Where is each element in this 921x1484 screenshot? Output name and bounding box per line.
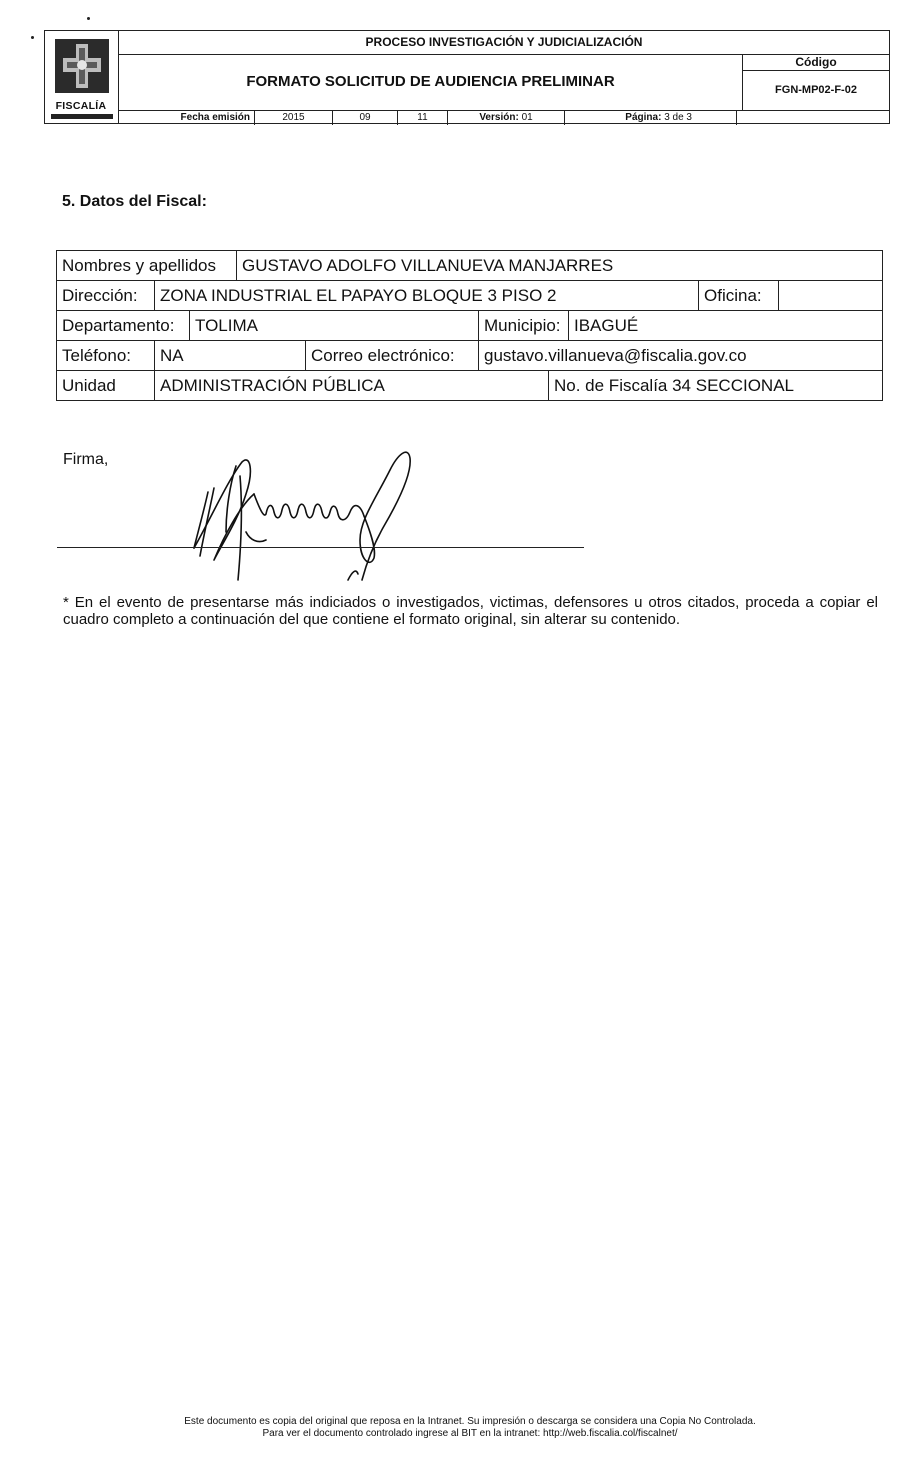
municipio-label: Municipio: — [479, 311, 569, 340]
document-header — [44, 30, 890, 124]
fiscalia-number: No. de Fiscalía 34 SECCIONAL — [554, 376, 794, 395]
fecha-day: 11 — [398, 111, 448, 125]
codigo-label: Código — [743, 54, 889, 71]
version-value: 01 — [521, 112, 533, 123]
unidad-value: ADMINISTRACIÓN PÚBLICA — [155, 371, 549, 400]
direccion-value: ZONA INDUSTRIAL EL PAPAYO BLOQUE 3 PISO 2 — [155, 281, 699, 310]
table-row — [57, 341, 882, 371]
correo-value: gustavo.villanueva@fiscalia.gov.co — [484, 346, 747, 365]
scan-dot — [87, 17, 90, 20]
logo-cell — [45, 31, 119, 123]
telefono-value: NA — [155, 341, 306, 370]
fecha-label: Fecha emisión — [119, 111, 255, 125]
unidad-label: Unidad — [57, 371, 155, 400]
signature-line — [57, 547, 584, 548]
form-title: FORMATO SOLICITUD DE AUDIENCIA PRELIMINAR — [119, 54, 743, 110]
table-row — [57, 311, 882, 341]
process-title: PROCESO INVESTIGACIÓN Y JUDICIALIZACIÓN — [119, 31, 889, 55]
codigo-value: FGN-MP02-F-02 — [775, 84, 857, 96]
table-row — [57, 371, 882, 401]
firma-label: Firma, — [63, 451, 109, 468]
footer-line-1: Este documento es copia del original que reposa en la Intranet. Su impresión o descarga se considera una Copia No Controlada. — [184, 1416, 756, 1427]
fiscalia-seal-icon — [55, 39, 109, 93]
correo-label: Correo electrónico: — [306, 341, 479, 370]
meta-empty-cell — [737, 111, 889, 125]
departamento-value: TOLIMA — [190, 311, 479, 340]
fiscal-data-table — [56, 250, 883, 401]
footer-line-2: Para ver el documento controlado ingrese al BIT en la intranet: http://web.fiscalia.col/fiscalnet/ — [262, 1428, 678, 1439]
header-meta-row — [119, 110, 889, 125]
page-footer — [60, 1416, 880, 1440]
direccion-label: Dirección: — [57, 281, 155, 310]
oficina-label: Oficina: — [699, 281, 779, 310]
municipio-value: IBAGUÉ — [574, 316, 639, 335]
nombres-label: Nombres y apellidos — [57, 251, 237, 280]
departamento-label: Departamento: — [57, 311, 190, 340]
pagina-cell — [565, 111, 737, 125]
section-title: 5. Datos del Fiscal: — [62, 193, 207, 210]
fecha-year: 2015 — [255, 111, 333, 125]
table-row — [57, 251, 882, 281]
nombres-value: GUSTAVO ADOLFO VILLANUEVA MANJARRES — [242, 256, 614, 275]
pagina-label: Página: — [625, 112, 662, 123]
version-cell — [448, 111, 565, 125]
handwritten-signature — [180, 440, 440, 590]
scan-dot — [31, 36, 34, 39]
telefono-label: Teléfono: — [57, 341, 155, 370]
instruction-note: * En el evento de presentarse más indiciados o investigados, victimas, defensores u otros citados, proceda a copiar el cuadro completo a continuación del que contiene el formato original, sin alterar su contenido. — [63, 594, 878, 628]
pagina-value: 3 de 3 — [664, 112, 692, 123]
version-label: Versión: — [479, 112, 519, 123]
table-row — [57, 281, 882, 311]
logo-text: FISCALÍA — [55, 100, 107, 112]
oficina-value — [779, 281, 882, 310]
fecha-month: 09 — [333, 111, 398, 125]
logo-bar — [51, 114, 113, 119]
